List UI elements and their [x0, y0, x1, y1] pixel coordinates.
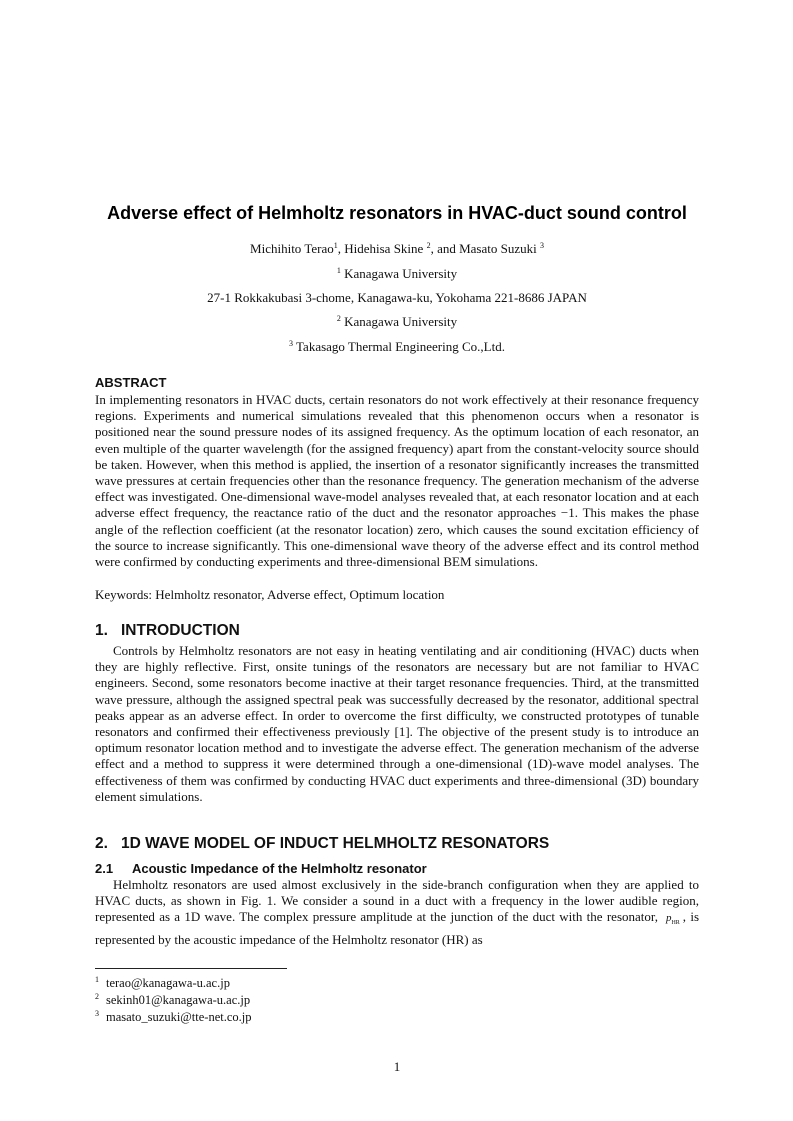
footnote-rule	[95, 968, 287, 969]
author-sup: 3	[539, 241, 544, 250]
affiliation-text: Kanagawa University	[344, 266, 458, 281]
footnote	[95, 1010, 252, 1025]
section-number: 2.	[95, 835, 108, 852]
footnote-email: terao@kanagawa-u.ac.jp	[106, 976, 230, 990]
symbol-letter: p	[665, 912, 672, 925]
affiliation-text: Kanagawa University	[344, 314, 458, 329]
subsection-number: 2.1	[95, 861, 114, 876]
section-title: INTRODUCTION	[121, 622, 240, 639]
affiliation-text: 27-1 Rokkakubasi 3-chome, Kanagawa-ku, Yokohama 221-8686 JAPAN	[207, 290, 587, 305]
author-name: Michihito Terao	[250, 241, 334, 256]
affiliation-text: Takasago Thermal Engineering Co.,Ltd.	[296, 339, 505, 354]
section-number: 1.	[95, 622, 108, 639]
abstract-body: In implementing resonators in HVAC ducts, certain resonators do not work effectively at their resonance frequency regions. Experiments and numerical simulations revealed that this phenomenon occurs when a resonator is positioned near the sound pressure nodes of its assigned frequency. As the optimum location of each resonator, an even multiple of the quarter wavelength (for the assigned frequency) apart from the constant-velocity source should be taken. However, when this method is applied, the insertion of a resonator significantly increases the transmitted wave pressures at certain frequencies other than the resonance frequency. The generation mechanism of the adverse effect was investigated. One-dimensional wave-model analyses revealed that, at each resonator location and at each adverse effect frequency, the reactance ratio of the duct and the resonator approaches −1. This makes the phase angle of the reflection coefficient (at the resonator location) zero, which causes the sound excitation efficiency of the source to increase significantly. This one-dimensional wave theory of the adverse effect and its control method were confirmed by conducting experiments and three-dimensional BEM simulations.	[95, 392, 699, 570]
author-name: , Hidehisa Skine	[337, 241, 427, 256]
section-title: 1D WAVE MODEL OF INDUCT HELMHOLTZ RESONATORS	[121, 835, 550, 852]
author-name: , and Masato Suzuki	[430, 241, 540, 256]
affiliation-sup: 3	[289, 339, 293, 348]
intro-body: Controls by Helmholtz resonators are not easy in heating ventilating and air conditioning (HVAC) ducts when they are highly reflective. First, onsite tunings of the resonators are necessary but are not familiar to HVAC engineers. Second, some resonators become inactive at their target resonance frequencies. Third, at the transmitted wave pressure, although the assigned spectral peak was successfully decreased by the resonator, additional spectral peaks appear as an adverse effect. In order to overcome the first difficulty, we constructed prototypes of tunable resonators and confirmed their effectiveness previously [1]. The objective of the present study is to introduce an optimum resonator location method and to investigate the adverse effect. The generation mechanism of the adverse effect and a method to suppress it were determined through a one-dimensional (1D)-wave model analyses. The effectiveness of them was confirmed by conducting HVAC duct experiments and three-dimensional (3D) boundary element simulations.	[95, 643, 699, 804]
author-list	[95, 241, 699, 257]
pressure-symbol	[665, 912, 680, 927]
affiliation-sup: 2	[336, 314, 341, 323]
footnote-sup: 1	[95, 975, 99, 984]
affiliation-sup: 1	[336, 266, 341, 275]
footnote-email: masato_suzuki@tte-net.co.jp	[106, 1010, 252, 1024]
affiliation	[95, 266, 699, 282]
keywords: Keywords: Helmholtz resonator, Adverse effect, Optimum location	[95, 587, 445, 602]
page-number: 1	[393, 1059, 401, 1074]
footnote-sup: 2	[95, 992, 99, 1001]
body-text: , is represented by the acoustic impedance of the Helmholtz resonator (HR) as	[95, 909, 699, 947]
paper-title: Adverse effect of Helmholtz resonators in HVAC-duct sound control	[107, 203, 687, 223]
footnote-email: sekinh01@kanagawa-u.ac.jp	[106, 993, 251, 1007]
footnote	[95, 976, 230, 991]
symbol-subscript: HR	[671, 920, 680, 927]
author-sup: 1	[333, 241, 338, 250]
section2-body	[95, 877, 699, 948]
footnote-sup: 3	[95, 1009, 99, 1018]
section-heading	[95, 835, 549, 853]
affiliation	[95, 314, 699, 330]
affiliation	[95, 339, 699, 355]
subsection-heading	[95, 861, 427, 876]
section-heading	[95, 622, 240, 640]
footnote	[95, 993, 250, 1008]
abstract-heading: ABSTRACT	[95, 375, 167, 390]
affiliation	[95, 290, 699, 306]
author-sup: 2	[426, 241, 431, 250]
subsection-title: Acoustic Impedance of the Helmholtz resonator	[132, 861, 427, 876]
body-text: Helmholtz resonators are used almost exclusively in the side-branch configuration when they are applied to HVAC ducts, as shown in Fig. 1. We consider a sound in a duct with a frequency in the lower audible region, represented as a 1D wave. The complex pressure amplitude at the junction of the duct with the resonator,	[95, 877, 699, 925]
